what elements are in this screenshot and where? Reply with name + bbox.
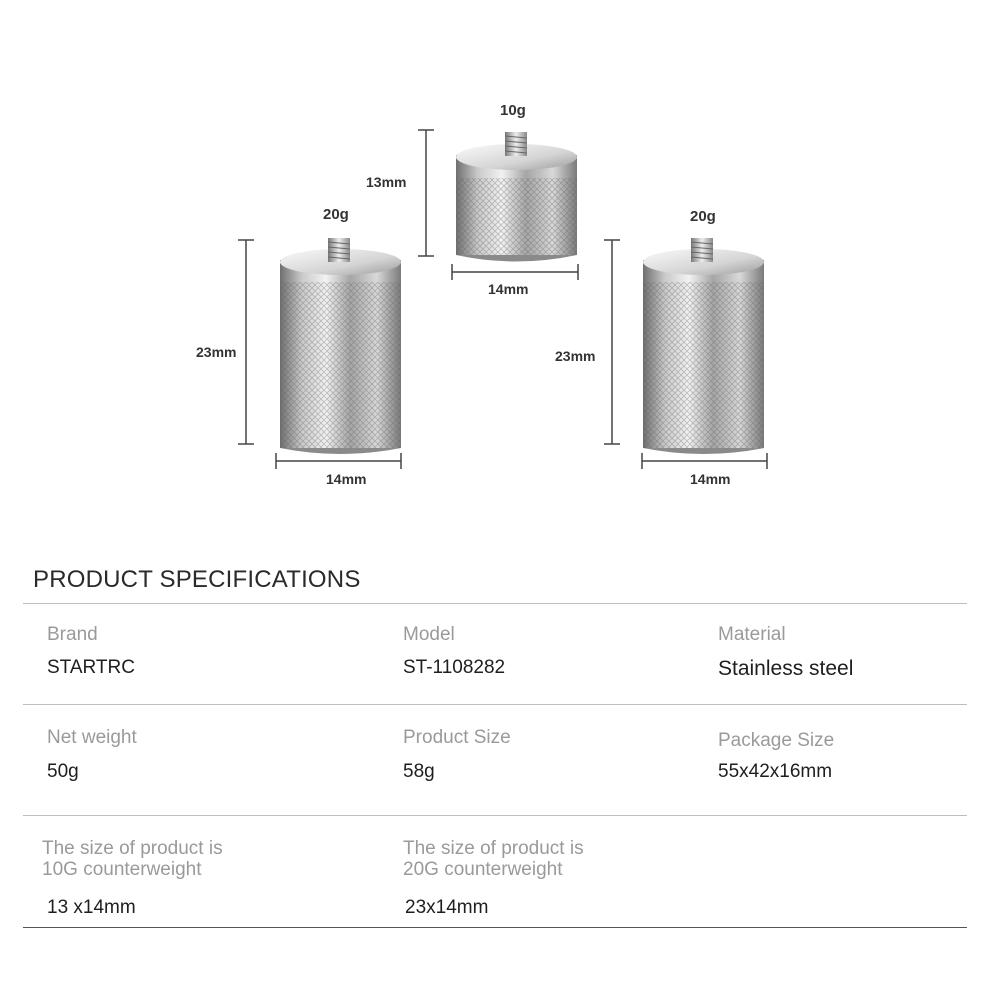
weight-10g xyxy=(456,132,577,262)
width-label-10g: 14mm xyxy=(488,281,529,297)
size-10g-label-line1: The size of product is xyxy=(42,838,223,859)
size-20g-label xyxy=(403,838,584,880)
height-label-20g-left: 23mm xyxy=(196,344,237,360)
weight-20g-right xyxy=(643,238,764,454)
net-weight-value: 50g xyxy=(47,761,79,782)
material-label: Material xyxy=(718,624,786,645)
height-label-20g-right: 23mm xyxy=(555,348,596,364)
brand-value: STARTRC xyxy=(47,657,135,678)
size-20g-value: 23x14mm xyxy=(405,897,489,918)
model-value: ST-1108282 xyxy=(403,657,506,678)
size-20g-label-line2: 20G counterweight xyxy=(403,859,563,880)
brand-label: Brand xyxy=(47,624,98,645)
product-size-value: 58g xyxy=(403,761,435,782)
size-10g-value: 13 x14mm xyxy=(47,897,136,918)
width-label-20g-left: 14mm xyxy=(326,471,367,487)
model-label: Model xyxy=(403,624,455,645)
specifications-title: PRODUCT SPECIFICATIONS xyxy=(33,566,361,593)
divider xyxy=(23,815,967,816)
divider xyxy=(23,927,967,928)
divider xyxy=(23,704,967,705)
material-value: Stainless steel xyxy=(718,657,854,680)
size-20g-label-line1: The size of product is xyxy=(403,838,584,859)
weight-20g-left xyxy=(280,238,401,454)
divider xyxy=(23,603,967,604)
width-label-20g-right: 14mm xyxy=(690,471,731,487)
height-label-10g: 13mm xyxy=(366,174,407,190)
weight-label-10g: 10g xyxy=(500,102,526,119)
package-size-label: Package Size xyxy=(718,730,835,751)
size-10g-label xyxy=(42,838,223,880)
product-size-label: Product Size xyxy=(403,727,511,748)
size-10g-label-line2: 10G counterweight xyxy=(42,859,202,880)
weight-label-20g-left: 20g xyxy=(323,206,349,223)
net-weight-label: Net weight xyxy=(47,727,137,748)
weight-label-20g-right: 20g xyxy=(690,208,716,225)
package-size-value: 55x42x16mm xyxy=(718,761,833,782)
